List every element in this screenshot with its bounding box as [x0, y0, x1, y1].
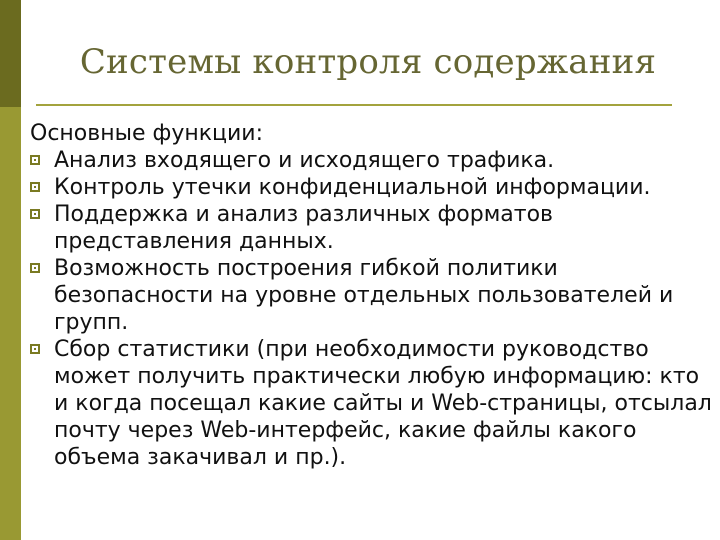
- left-accent-bar-top-band: [0, 0, 21, 107]
- slide-title: Системы контроля содержания: [79, 42, 657, 82]
- square-bullet-icon: [30, 344, 40, 354]
- square-bullet-icon: [30, 209, 40, 219]
- bullet-text: Сбор статистики (при необходимости руководство может получить практически любую информацию: кто и когда посещал какие сайты и Web-страницы, отсылал почту через Web-интерфейс, какие файлы какого объема закачивал и пр.).: [54, 337, 712, 470]
- bullet-item: [28, 174, 712, 201]
- bullet-item: [28, 147, 712, 174]
- square-bullet-icon: [30, 155, 40, 165]
- bullet-item: [28, 336, 712, 471]
- title-divider: [36, 104, 672, 106]
- bullet-list: [28, 147, 712, 471]
- bullet-text: Поддержка и анализ различных форматов представления данных.: [54, 202, 554, 254]
- bullet-item: [28, 201, 712, 255]
- bullet-text: Контроль утечки конфиденциальной информации.: [54, 175, 651, 200]
- square-bullet-icon: [30, 182, 40, 192]
- left-accent-bar: [0, 0, 21, 540]
- slide-body: [28, 120, 712, 471]
- bullet-text: Анализ входящего и исходящего трафика.: [54, 148, 555, 173]
- intro-line: Основные функции:: [30, 121, 263, 146]
- square-bullet-icon: [30, 263, 40, 273]
- bullet-item: [28, 255, 712, 336]
- bullet-text: Возможность построения гибкой политики безопасности на уровне отдельных пользователей и групп.: [54, 256, 674, 335]
